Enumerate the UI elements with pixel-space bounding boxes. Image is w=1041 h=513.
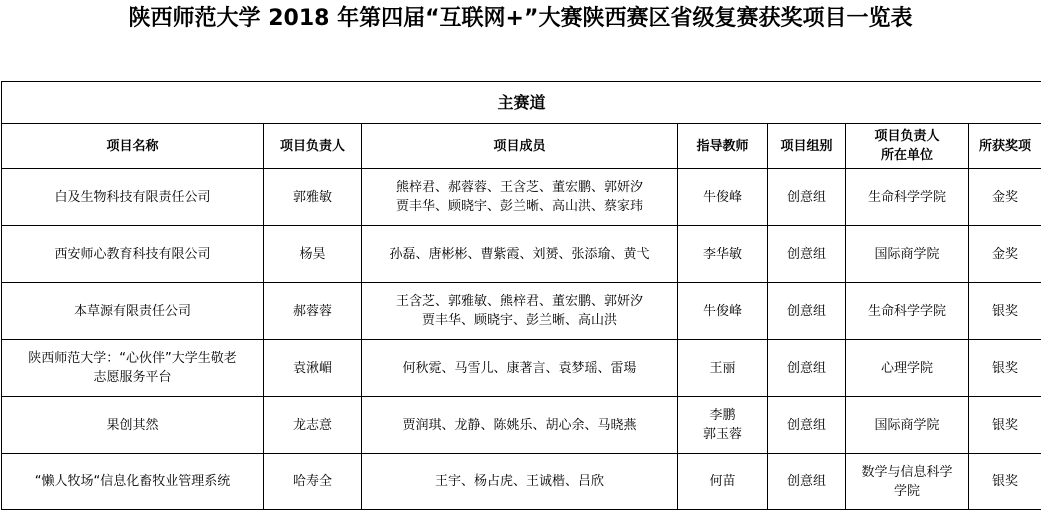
header-project-members: 项目成员: [362, 124, 678, 169]
project-name-cell: [2, 397, 264, 454]
header-project-leader: 项目负责人: [264, 124, 362, 169]
leader-unit-cell: [846, 169, 969, 226]
advisor-line: 李鹏: [709, 408, 736, 423]
project-name-line: “懒人牧场“信息化畜牧业管理系统: [34, 474, 231, 489]
table-row: [2, 397, 1041, 454]
project-leader-cell: 郭雅敏: [264, 169, 362, 226]
project-name-cell: [2, 454, 264, 510]
project-name-cell: [2, 169, 264, 226]
project-name-line: 志愿服务平台: [93, 370, 172, 385]
header-leader-unit-line1: 项目负责人: [874, 129, 940, 144]
project-name-line: 白及生物科技有限责任公司: [54, 189, 211, 205]
leader-unit-cell: [846, 283, 969, 340]
section-row: [2, 82, 1041, 124]
table-row: [2, 169, 1041, 226]
project-members-cell: [362, 454, 678, 510]
advisor-cell: [678, 283, 768, 340]
advisor-cell: [678, 454, 768, 510]
advisor-cell: [678, 397, 768, 454]
leader-unit-line: 生命科学学院: [867, 303, 946, 319]
leader-unit-line: 生命科学学院: [867, 189, 946, 205]
leader-unit-cell: [846, 226, 969, 283]
project-name-cell: [2, 340, 264, 397]
project-members-line: 王宇、杨占虎、王诚楷、吕欣: [434, 474, 604, 489]
project-name-line: 果创其然: [106, 417, 159, 433]
leader-unit-cell: [846, 397, 969, 454]
leader-unit-line: 国际商学院: [874, 246, 940, 262]
section-title: 主赛道: [2, 82, 1041, 124]
award-cell: 金奖: [969, 169, 1041, 226]
table-body: [2, 169, 1041, 510]
table-row: [2, 340, 1041, 397]
project-name-line: 本草源有限责任公司: [73, 303, 191, 319]
project-leader-cell: 杨昊: [264, 226, 362, 283]
advisor-cell: [678, 226, 768, 283]
leader-unit-line: 数学与信息科学: [861, 464, 953, 480]
project-members-cell: [362, 226, 678, 283]
project-leader-cell: 郝蓉蓉: [264, 283, 362, 340]
table-row: [2, 226, 1041, 283]
header-award: 所获奖项: [969, 124, 1041, 169]
leader-unit-line: 国际商学院: [874, 417, 940, 433]
advisor-line: 牛俊峰: [702, 189, 742, 205]
group-cell: 创意组: [768, 283, 846, 340]
project-members-line: 孙磊、唐彬彬、曹紫霞、刘赟、张添瑜、黄弋: [389, 246, 650, 262]
advisor-line: 郭玉蓉: [702, 427, 742, 442]
award-cell: 银奖: [969, 340, 1041, 397]
award-cell: 银奖: [969, 454, 1041, 510]
project-members-cell: [362, 283, 678, 340]
leader-unit-line: 学院: [893, 483, 920, 499]
project-members-line: 何秋霓、马雪儿、康著言、袁梦瑶、雷瑒: [402, 360, 637, 376]
header-row: [2, 124, 1041, 169]
project-name-line: 陕西师范大学：“心伙伴”大学生敬老: [28, 351, 237, 366]
group-cell: 创意组: [768, 226, 846, 283]
table-row: [2, 283, 1041, 340]
group-cell: 创意组: [768, 397, 846, 454]
project-name-cell: [2, 226, 264, 283]
advisor-cell: [678, 169, 768, 226]
project-name-line: 西安师心教育科技有限公司: [54, 246, 211, 262]
leader-unit-line: 心理学院: [880, 360, 933, 376]
header-leader-unit: [846, 124, 969, 169]
project-members-line: 贾丰华、顾晓宇、彭兰晰、高山洪、蔡家玮: [395, 199, 643, 214]
award-cell: 金奖: [969, 226, 1041, 283]
project-members-line: 王含芝、郭雅敏、熊梓君、董宏鹏、郭妍汐: [395, 294, 643, 309]
award-cell: 银奖: [969, 283, 1041, 340]
leader-unit-cell: [846, 340, 969, 397]
group-cell: 创意组: [768, 340, 846, 397]
advisor-line: 李华敏: [702, 246, 742, 262]
awards-table: [1, 81, 1041, 510]
header-group: 项目组别: [768, 124, 846, 169]
project-members-line: 贾丰华、顾晓宇、彭兰晰、高山洪: [421, 313, 617, 328]
header-leader-unit-line2: 所在单位: [880, 148, 933, 163]
project-leader-cell: 龙志意: [264, 397, 362, 454]
project-members-line: 贾润琪、龙静、陈姚乐、胡心余、马晓燕: [402, 417, 637, 433]
project-leader-cell: 袁湫嵋: [264, 340, 362, 397]
group-cell: 创意组: [768, 169, 846, 226]
header-advisor: 指导教师: [678, 124, 768, 169]
advisor-line: 牛俊峰: [702, 303, 742, 319]
project-name-cell: [2, 283, 264, 340]
document-title: 陕西师范大学 2018 年第四届“互联网+”大赛陕西赛区省级复赛获奖项目一览表: [128, 6, 913, 31]
project-members-line: 熊梓君、郝蓉蓉、王含芝、董宏鹏、郭妍汐: [395, 180, 643, 195]
advisor-cell: [678, 340, 768, 397]
project-members-cell: [362, 397, 678, 454]
leader-unit-cell: [846, 454, 969, 510]
advisor-line: 何苗: [709, 474, 736, 489]
project-leader-cell: 哈寿全: [264, 454, 362, 510]
table-row: [2, 454, 1041, 510]
header-project-name: 项目名称: [2, 124, 264, 169]
advisor-line: 王丽: [709, 360, 736, 376]
project-members-cell: [362, 340, 678, 397]
award-cell: 银奖: [969, 397, 1041, 454]
project-members-cell: [362, 169, 678, 226]
group-cell: 创意组: [768, 454, 846, 510]
